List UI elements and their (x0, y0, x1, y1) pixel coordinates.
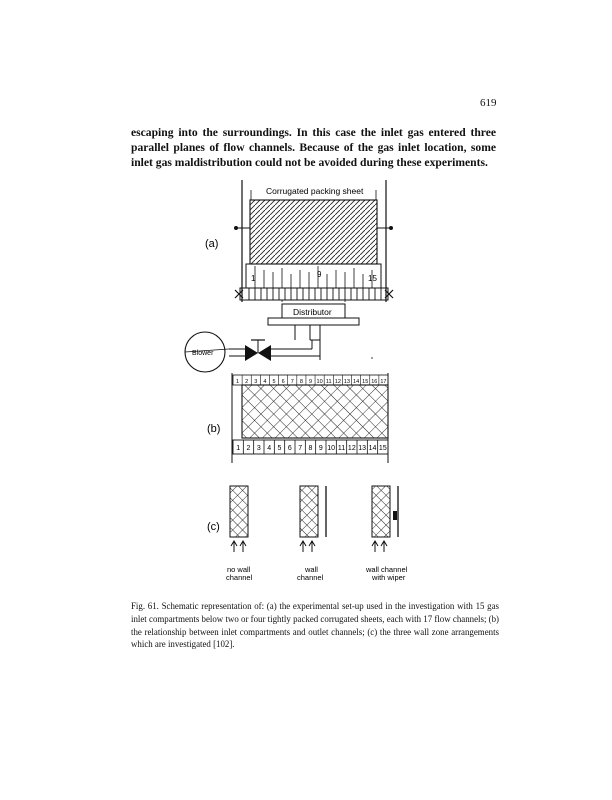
flow-channel-number: 8 (299, 379, 303, 385)
variant-3-caption-line2: with wiper (372, 573, 406, 582)
distributor-label: Distributor (293, 307, 332, 317)
flow-channel-number: 10 (316, 379, 323, 385)
panel-c (207, 486, 408, 582)
wiper-icon (393, 511, 397, 520)
panel-b (207, 373, 388, 463)
flow-channel-number: 6 (281, 379, 285, 385)
flow-channel-number: 9 (308, 379, 313, 385)
flow-channel-number: 2 (245, 379, 249, 385)
inlet-compartment-number: 6 (287, 445, 292, 452)
inlet-compartment-number: 8 (308, 445, 313, 452)
panel-b-label: (b) (207, 423, 221, 435)
inlet-compartment-number: 4 (267, 445, 272, 452)
intro-paragraph: escaping into the surroundings. In this case the inlet gas entered three parallel planes of flow channels. Because of the gas inlet location, some inlet gas maldistribution could not be avoided during these experiments. (131, 126, 496, 169)
inlet-compartment-number: 14 (368, 445, 377, 452)
flow-channel-number: 3 (254, 379, 258, 385)
control-valve-icon (245, 340, 271, 361)
flow-channel-number: 11 (325, 379, 332, 385)
page-number: 619 (480, 97, 497, 109)
variant-2-caption-line2: channel (297, 573, 324, 582)
inlet-compartment-number: 3 (256, 445, 261, 452)
flow-channel-number: 12 (334, 379, 341, 385)
variant-3-caption-line1: wall channel (366, 565, 408, 574)
compartment-label-first: 1 (251, 274, 256, 283)
compartment-dividers (255, 266, 372, 288)
packing-crosshatch (242, 385, 388, 438)
inlet-compartment-number: 11 (337, 445, 346, 452)
compartment-label-middle: 9 (317, 270, 322, 279)
inlet-compartment-number: 13 (358, 445, 367, 452)
figure-caption: Fig. 61. Schematic representation of: (a) the experimental set-up used in the investigation with 15 gas inlet compartments below two or four tightly packed corrugated sheets, each with 17 flow channels; (b) the relationship between inlet compartments and outlet channels; (c) the three wall zone arrangements which are investigated [102]. (131, 601, 499, 650)
packing-sheet-label: Corrugated packing sheet (266, 186, 364, 196)
inlet-compartment-number: 5 (277, 445, 282, 452)
flow-channel-number: 16 (371, 379, 378, 385)
variant-wall-channel (300, 486, 326, 552)
corrugated-packing-block (250, 200, 377, 264)
variant-1-caption-line2: channel (226, 573, 253, 582)
inlet-compartment-number: 2 (246, 445, 251, 452)
variant-wall-channel-with-wiper (372, 486, 398, 552)
inlet-compartment-number: 1 (236, 445, 241, 452)
flow-channel-number: 15 (362, 379, 369, 385)
flow-channel-number: 4 (263, 379, 267, 385)
inlet-compartment-number: 7 (298, 445, 303, 452)
inlet-compartment-number: 10 (327, 445, 336, 452)
compartment-label-last: 15 (368, 274, 377, 283)
variant-1-caption-line1: no wall (227, 565, 251, 574)
panel-a (185, 180, 393, 372)
inlet-compartment-number: 12 (347, 445, 356, 452)
panel-a-label: (a) (205, 238, 219, 250)
inlet-compartment-number: 9 (318, 445, 323, 452)
flow-channel-number: 13 (343, 379, 351, 385)
flow-channel-number: 14 (353, 379, 360, 385)
flow-channel-number: 1 (236, 379, 240, 385)
variant-no-wall-channel (230, 486, 248, 552)
flow-channel-number: 5 (272, 379, 276, 385)
flow-channel-number: 17 (380, 379, 387, 385)
panel-c-label: (c) (207, 521, 220, 533)
inlet-compartment-number: 15 (378, 445, 387, 452)
blower-label: Blower (192, 350, 214, 357)
flow-channel-number: 7 (290, 379, 294, 385)
variant-2-caption-line1: wall (305, 565, 318, 574)
